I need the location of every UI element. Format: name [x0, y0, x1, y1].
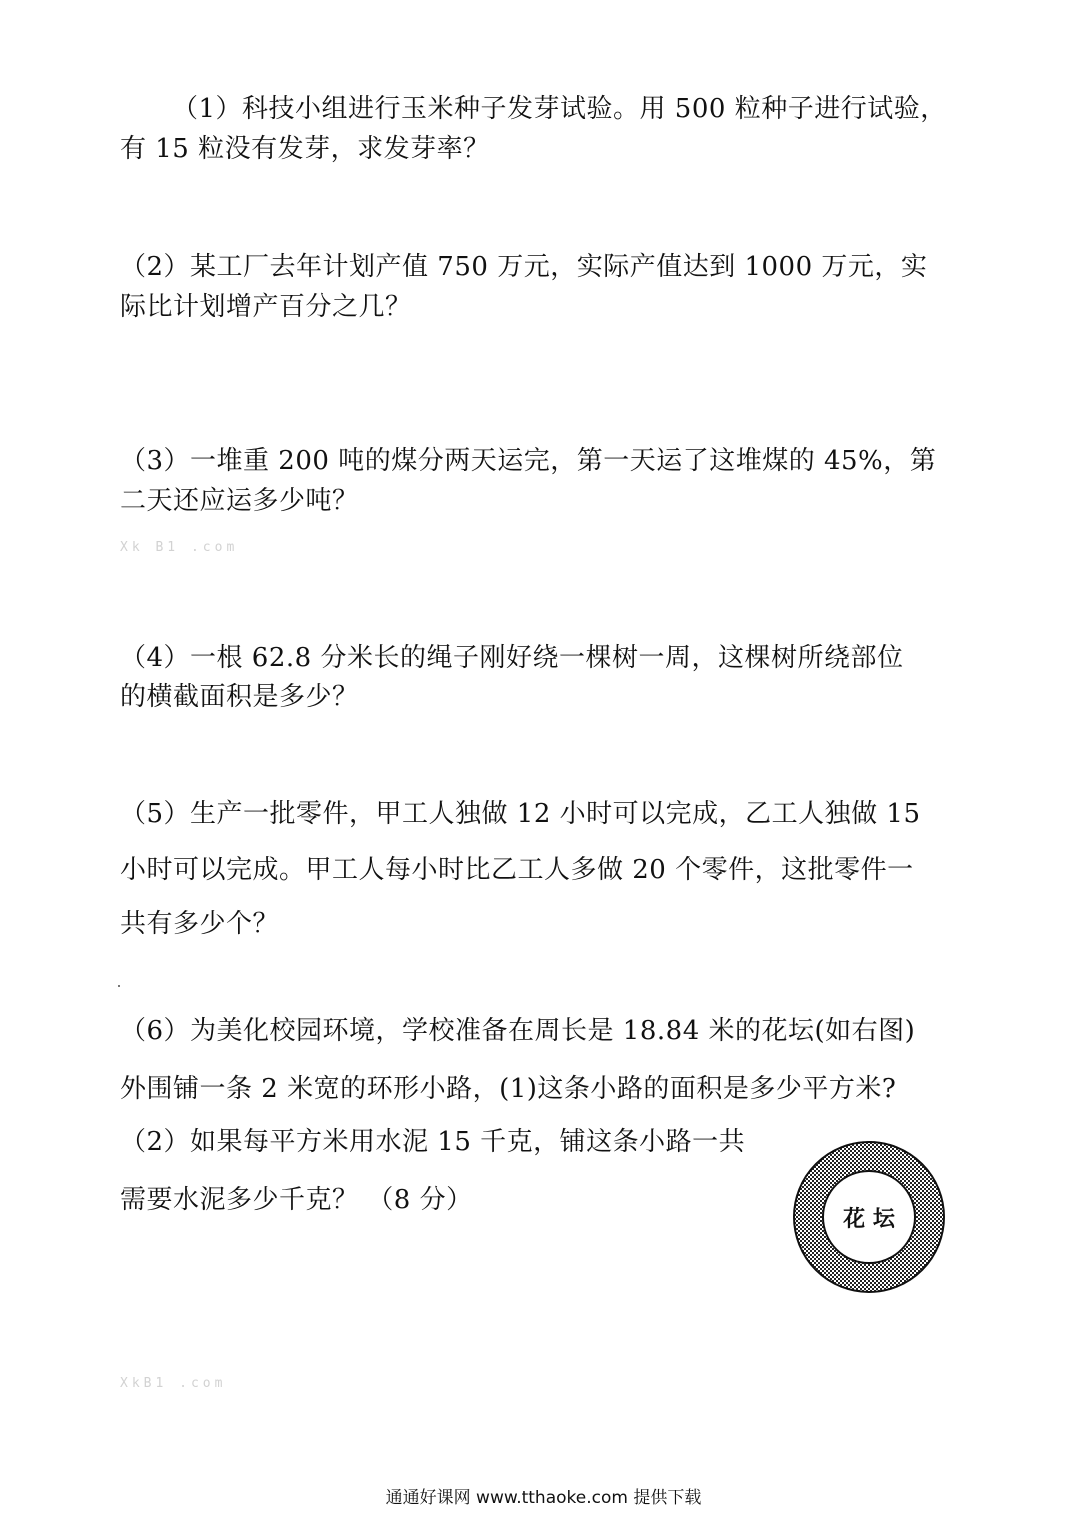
watermark-bottom: XkB1 .com: [120, 1376, 227, 1391]
problem-5-line-1: （5）生产一批零件，甲工人独做 12 小时可以完成，乙工人独做 15: [120, 799, 921, 829]
problem-6-line-3: （2）如果每平方米用水泥 15 千克，铺这条小路一共: [120, 1127, 746, 1157]
problem-1-line-2: 有 15 粒没有发芽，求发芽率？: [120, 134, 490, 164]
problem-3-line-1: （3）一堆重 200 吨的煤分两天运完，第一天运了这堆煤的 45%，第: [120, 446, 937, 476]
problem-4-line-2: 的横截面积是多少？: [120, 682, 359, 712]
page-footer: 通通好课网 www.tthaoke.com 提供下载: [385, 1488, 702, 1508]
problem-2-line-1: （2）某工厂去年计划产值 750 万元，实际产值达到 1000 万元，实: [120, 252, 928, 282]
problem-6-line-4: 需要水泥多少千克？ （8 分）: [120, 1185, 473, 1215]
flowerbed-label: 花 坛: [843, 1207, 895, 1232]
problem-6-line-1: （6）为美化校园环境，学校准备在周长是 18.84 米的花坛(如右图): [120, 1016, 916, 1046]
watermark-top: Xk B1 .com: [120, 540, 239, 555]
stray-mark: [118, 985, 120, 987]
problem-5-line-3: 共有多少个？: [120, 909, 280, 939]
problem-3-line-2: 二天还应运多少吨？: [120, 486, 359, 516]
problem-2-line-2: 际比计划增产百分之几？: [120, 292, 412, 322]
problem-5-line-2: 小时可以完成。甲工人每小时比乙工人多做 20 个零件，这批零件一: [120, 855, 914, 885]
problem-4-line-1: （4）一根 62.8 分米长的绳子刚好绕一棵树一周，这棵树所绕部位: [120, 643, 904, 673]
problem-1-line-1: （1）科技小组进行玉米种子发芽试验。用 500 粒种子进行试验，: [172, 94, 947, 124]
problem-6-line-2: 外围铺一条 2 米宽的环形小路，(1)这条小路的面积是多少平方米?: [120, 1074, 897, 1104]
flowerbed-ring-figure: [792, 1140, 946, 1294]
